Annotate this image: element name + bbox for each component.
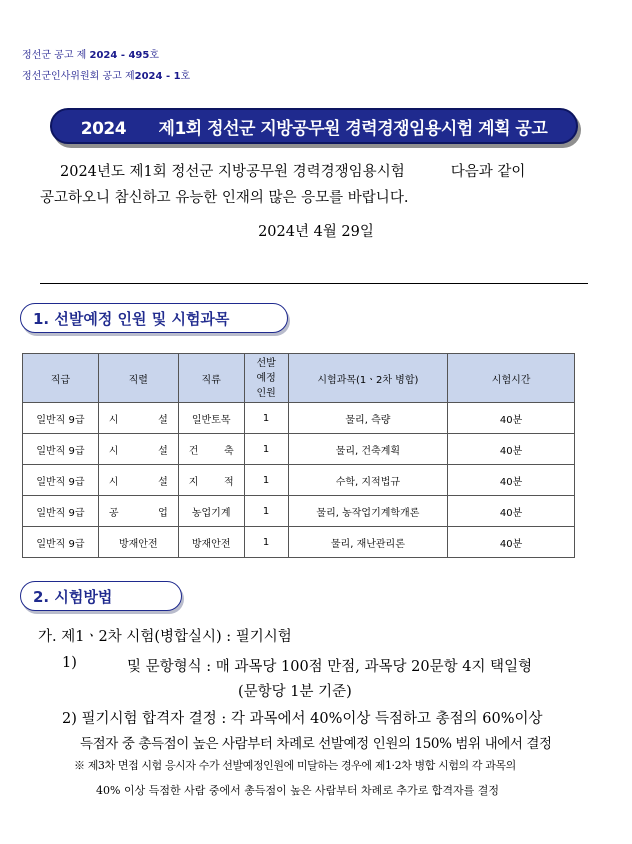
notice-number-county: 정선군 공고 제 2024 - 495호: [22, 50, 159, 61]
item1-number: 1): [62, 655, 77, 671]
cell-quota: 1: [244, 434, 288, 465]
cell-series: 시 설: [98, 403, 178, 434]
cell-subjects: 물리, 측량: [288, 403, 448, 434]
cell-quota: 1: [244, 496, 288, 527]
cell-quota: 1: [244, 465, 288, 496]
cell-quota: 1: [244, 403, 288, 434]
note-line-2: 40% 이상 득점한 사람 중에서 총득점이 높은 사람부터 차례로 추가로 합격자를 결정: [96, 784, 499, 797]
cell-grade: 일반직 9급: [23, 496, 99, 527]
item2-line-2: 득점자 중 총득점이 높은 사람부터 차례로 선발예정 인원의 150% 범위 내에서 결정: [80, 736, 552, 752]
header-category: 직류: [178, 354, 244, 403]
cell-grade: 일반직 9급: [23, 465, 99, 496]
cell-subjects: 물리, 재난관리론: [288, 527, 448, 558]
table-row: [23, 434, 575, 465]
notice-date: 2024년 4월 29일: [258, 224, 374, 240]
item2-line-1: 2) 필기시험 합격자 결정 : 각 과목에서 40%이상 득점하고 총점의 60%이상: [62, 711, 543, 727]
cell-grade: 일반직 9급: [23, 527, 99, 558]
table-row: [23, 465, 575, 496]
cell-time: 40분: [448, 465, 575, 496]
notice-number-personnel-committee: 정선군인사위원회 공고 제2024 - 1호: [22, 71, 191, 82]
header-time: 시험시간: [448, 354, 575, 403]
cell-subjects: 물리, 농작업기계학개론: [288, 496, 448, 527]
header-quota: 선발 예정 인원: [244, 354, 288, 403]
header-subjects: 시험과목(1ㆍ2차 병합): [288, 354, 448, 403]
cell-quota: 1: [244, 527, 288, 558]
table-row: [23, 527, 575, 558]
document-title: 2024 제1회 정선군 지방공무원 경력경쟁임용시험 계획 공고: [80, 118, 548, 139]
item1-continuation: (문항당 1분 기준): [238, 684, 352, 700]
subsection-a-heading: 가. 제1ㆍ2차 시험(병합실시) : 필기시험: [38, 629, 292, 645]
intro-line-2: 공고하오니 참신하고 유능한 인재의 많은 응모를 바랍니다.: [40, 190, 409, 206]
cell-time: 40분: [448, 527, 575, 558]
cell-time: 40분: [448, 403, 575, 434]
cell-subjects: 수학, 지적법규: [288, 465, 448, 496]
cell-grade: 일반직 9급: [23, 403, 99, 434]
cell-category: 농업기계: [178, 496, 244, 527]
header-grade: 직급: [23, 354, 99, 403]
cell-series: 시 설: [98, 434, 178, 465]
intro-line-1: 2024년도 제1회 정선군 지방공무원 경력경쟁임용시험 다음과 같이: [60, 164, 526, 180]
document-title-banner: [50, 108, 578, 144]
cell-category: 지 적: [178, 465, 244, 496]
table-row: [23, 496, 575, 527]
cell-subjects: 물리, 건축계획: [288, 434, 448, 465]
cell-category: 건 축: [178, 434, 244, 465]
cell-series: 방재안전: [98, 527, 178, 558]
cell-series: 공 업: [98, 496, 178, 527]
cell-time: 40분: [448, 434, 575, 465]
table-header-row: [23, 354, 575, 403]
item1-text: 및 문항형식 : 매 과목당 100점 만점, 과목당 20문항 4지 택일형: [127, 659, 533, 675]
section1-heading: 1. 선발예정 인원 및 시험과목: [20, 303, 288, 333]
cell-category: 일반토목: [178, 403, 244, 434]
section2-heading: 2. 시험방법: [20, 581, 182, 611]
table-row: [23, 403, 575, 434]
note-line-1: ※ 제3차 면접 시험 응시자 수가 선발예정인원에 미달하는 경우에 제1·2차 병합 시험의 각 과목의: [74, 759, 516, 772]
divider-line: [40, 283, 588, 284]
cell-time: 40분: [448, 496, 575, 527]
cell-series: 시 설: [98, 465, 178, 496]
header-series: 직렬: [98, 354, 178, 403]
cell-grade: 일반직 9급: [23, 434, 99, 465]
cell-category: 방재안전: [178, 527, 244, 558]
exam-schedule-table: [22, 353, 575, 558]
